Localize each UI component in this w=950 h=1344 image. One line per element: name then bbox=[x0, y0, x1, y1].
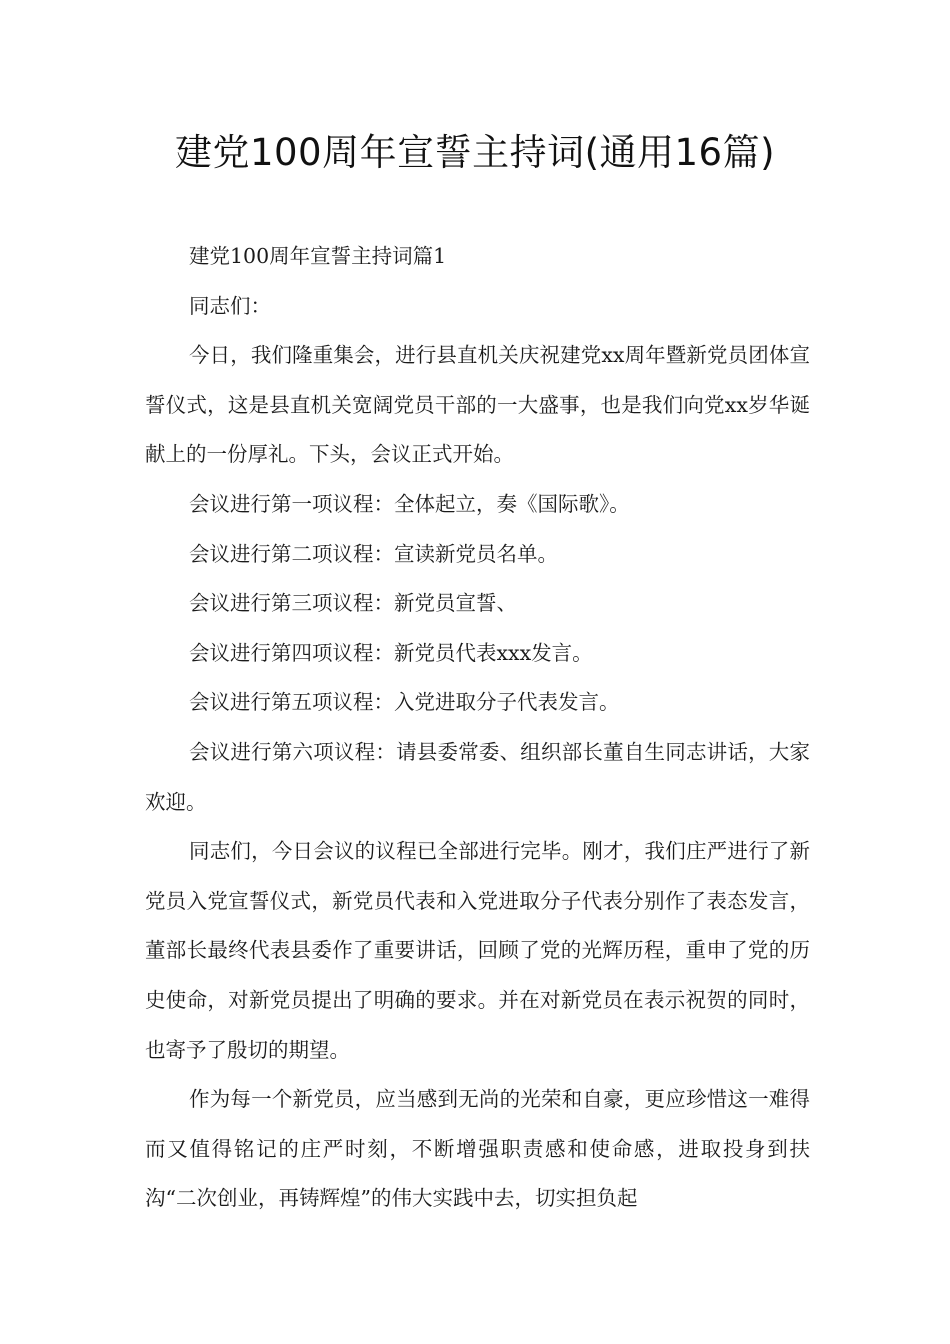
agenda-item-2: 会议进行第二项议程：宣读新党员名单。 bbox=[189, 541, 558, 566]
salutation: 同志们： bbox=[189, 293, 271, 318]
agenda-item-6: 会议进行第六项议程：请县委常委、组织部长董自生同志讲话，大家欢迎。 bbox=[145, 739, 810, 814]
agenda-item-5: 会议进行第五项议程：入党进取分子代表发言。 bbox=[189, 690, 620, 715]
paragraph: 今日，我们隆重集会，进行县直机关庆祝建党xx周年暨新党员团体宣誓仪式，这是县直机关宽阔党员干部的一大盛事，也是我们向党xx岁华诞献上的一份厚礼。下头，会议正式开始。 bbox=[145, 343, 810, 467]
agenda-item-3: 会议进行第三项议程：新党员宣誓、 bbox=[189, 591, 517, 616]
document-body bbox=[145, 232, 810, 1224]
agenda-item-1: 会议进行第一项议程：全体起立，奏《国际歌》。 bbox=[189, 491, 630, 516]
document-title: 建党100周年宣誓主持词(通用16篇) bbox=[174, 131, 776, 174]
paragraph: 作为每一个新党员，应当感到无尚的光荣和自豪，更应珍惜这一难得而又值得铭记的庄严时刻，不断增强职责感和使命感，进取投身到扶沟“二次创业，再铸辉煌”的伟大实践中去，切实担负起 bbox=[145, 1087, 810, 1211]
paragraph: 同志们，今日会议的议程已全部进行完毕。刚才，我们庄严进行了新党员入党宣誓仪式，新党员代表和入党进取分子代表分别作了表态发言，董部长最终代表县委作了重要讲话，回顾了党的光辉历程，重申了党的历史使命，对新党员提出了明确的要求。并在对新党员在表示祝贺的同时，也寄予了殷切的期望。 bbox=[145, 839, 810, 1062]
section-heading: 建党100周年宣誓主持词篇1 bbox=[189, 244, 447, 268]
agenda-item-4: 会议进行第四项议程：新党员代表xxx发言。 bbox=[189, 640, 593, 665]
